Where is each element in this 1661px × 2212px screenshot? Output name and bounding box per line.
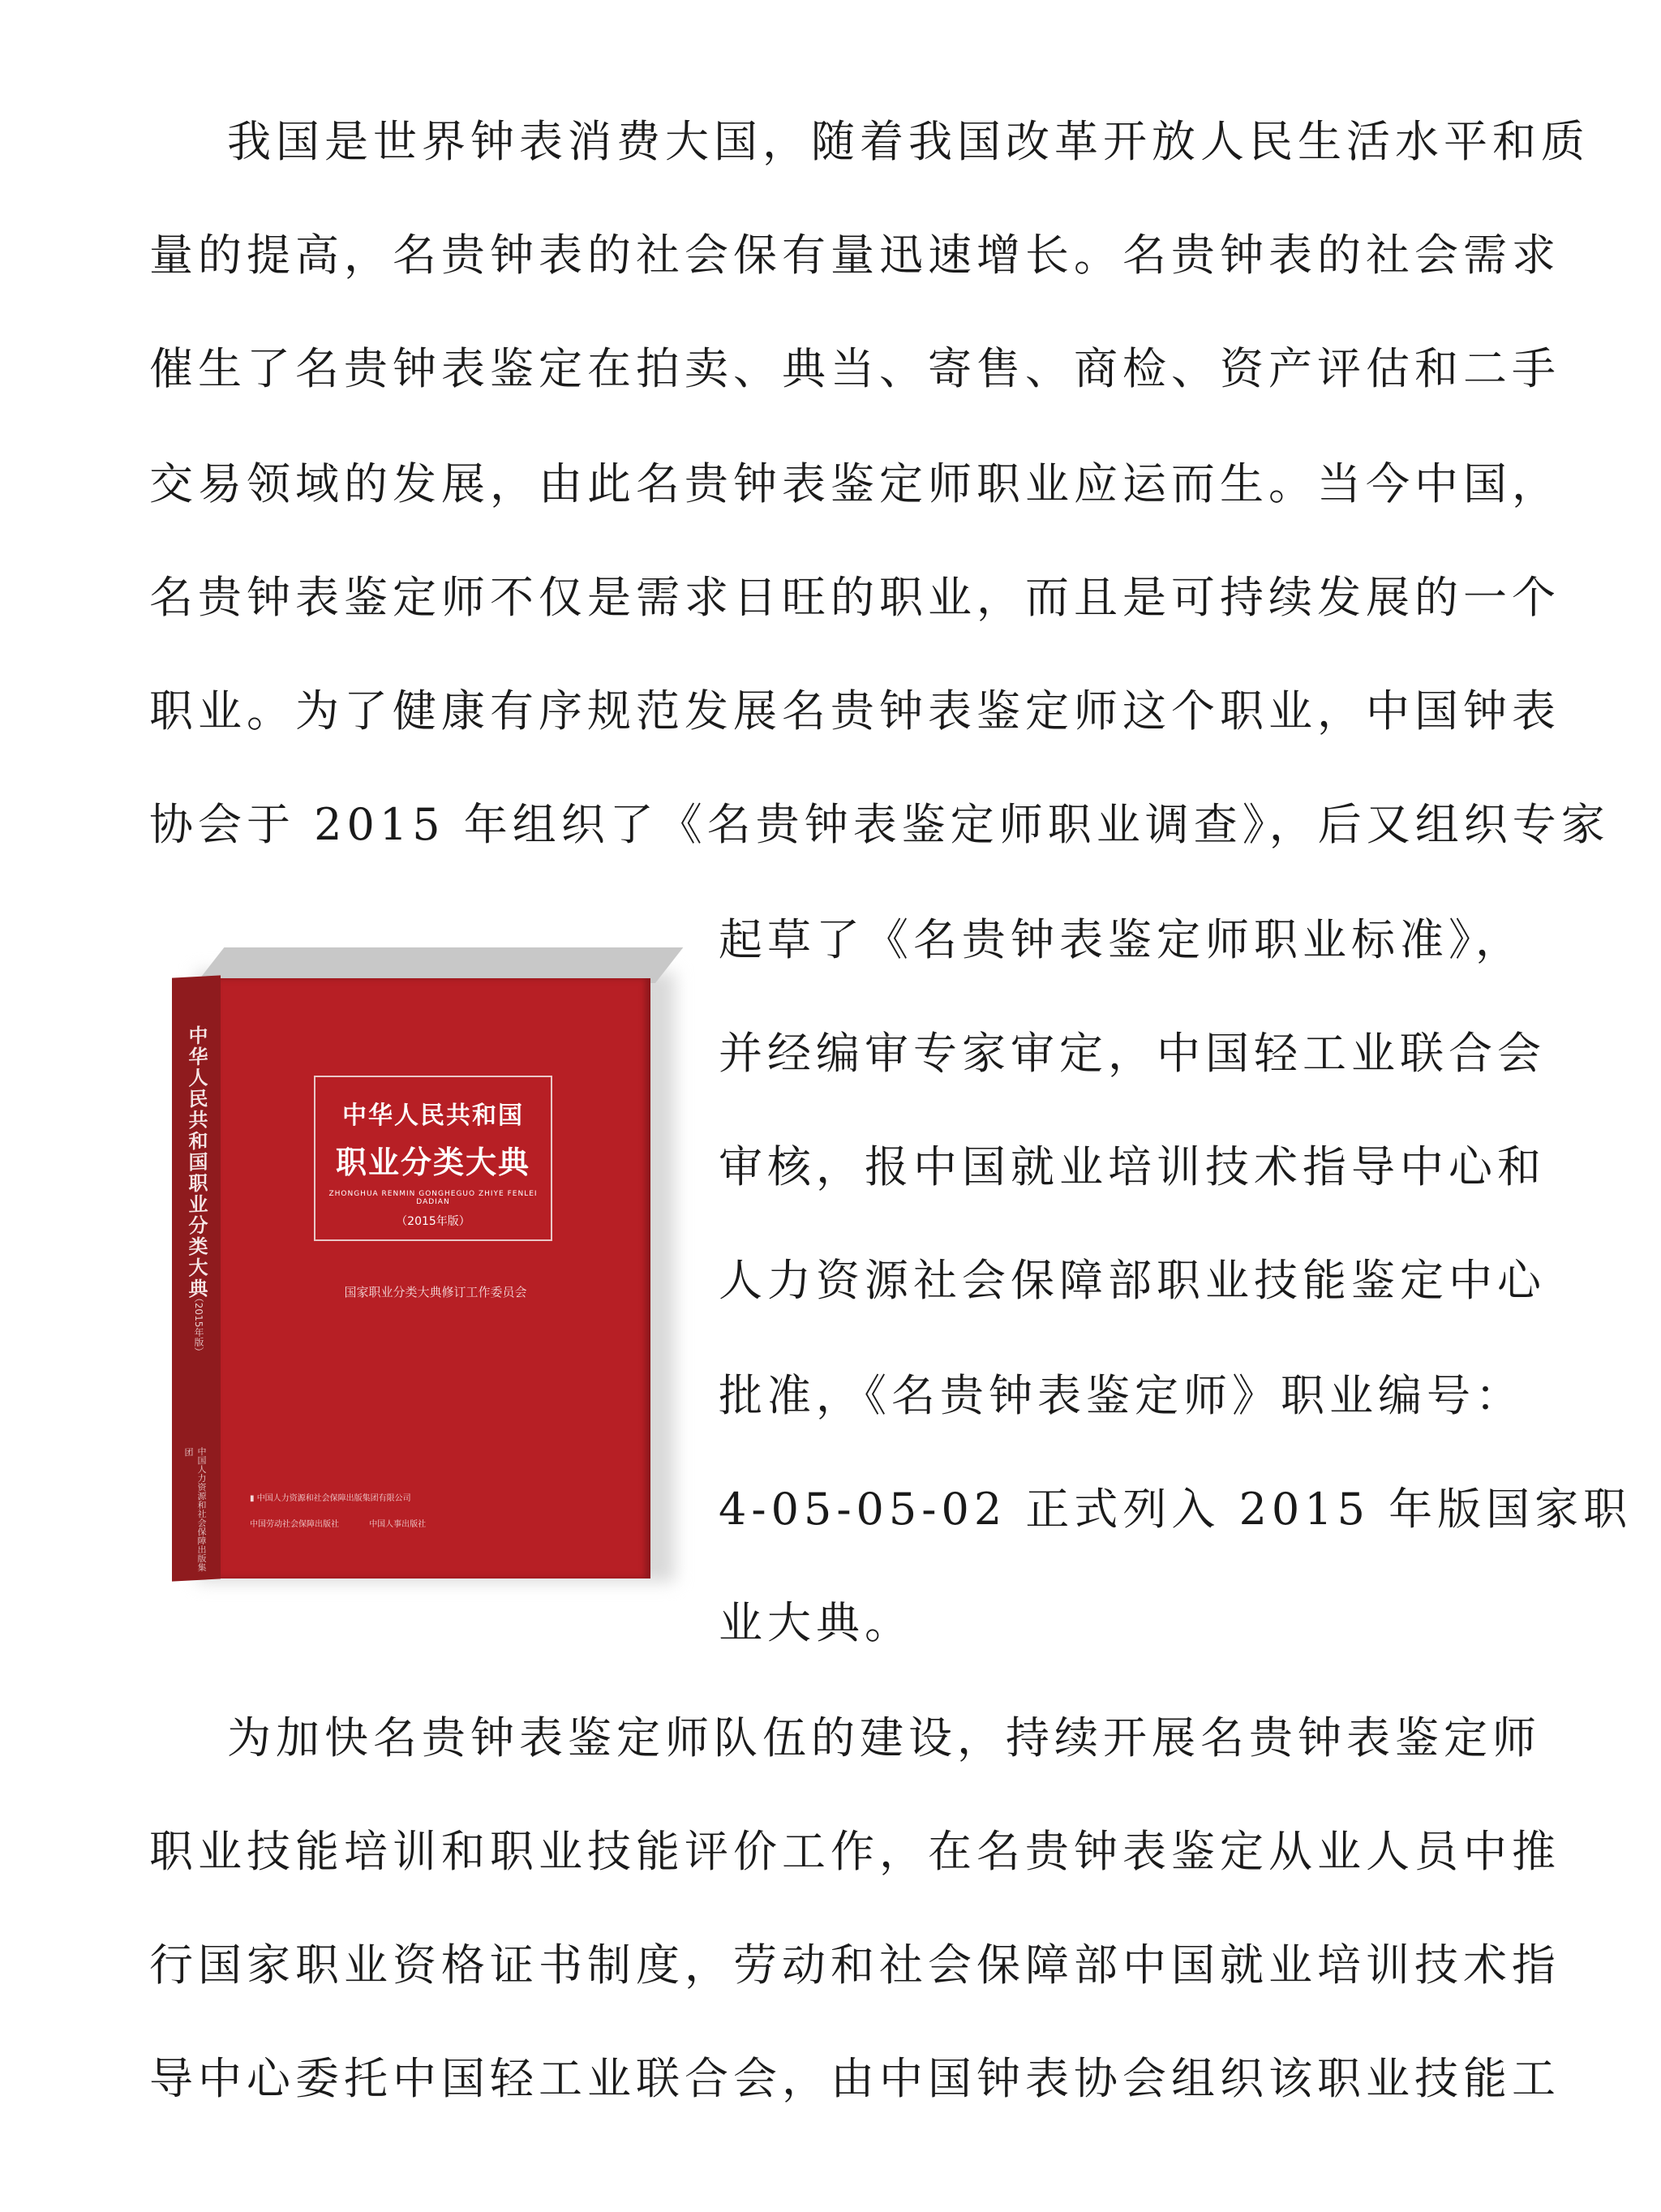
text-line: 并经编审专家审定，中国轻工业联合会 xyxy=(719,1028,1546,1079)
text-line: 交易领域的发展，由此名贵钟表鉴定师职业应运而生。当今中国， xyxy=(149,458,1560,509)
text-line: 量的提高，名贵钟表的社会保有量迅速增长。名贵钟表的社会需求 xyxy=(149,230,1560,281)
text-line: 催生了名贵钟表鉴定在拍卖、典当、寄售、商检、资产评估和二手 xyxy=(149,343,1560,394)
text-line: 行国家职业资格证书制度，劳动和社会保障部中国就业培训技术指 xyxy=(149,1939,1560,1991)
cover-logos xyxy=(250,1517,453,1529)
cover-title-line2: 职业分类大典 xyxy=(335,1145,530,1180)
text-line: 为加快名贵钟表鉴定师队伍的建设，持续开展名贵钟表鉴定师 xyxy=(227,1712,1541,1763)
cover-publisher xyxy=(250,1491,411,1503)
text-line: 名贵钟表鉴定师不仅是需求日旺的职业，而且是可持续发展的一个 xyxy=(149,572,1560,623)
book-spine xyxy=(172,975,221,1581)
text-line: 职业。为了健康有序规范发展名贵钟表鉴定师这个职业，中国钟表 xyxy=(149,685,1560,737)
text-line: 4-05-05-02 正式列入 2015 年版国家职 xyxy=(719,1484,1633,1535)
publisher-logo-icon: ▮ xyxy=(250,1494,257,1503)
logo-labor-press: 中国劳动社会保障出版社 xyxy=(250,1520,339,1529)
spine-title: 中华人民共和国职业分类大典 xyxy=(185,1024,208,1300)
book-front-cover xyxy=(221,978,650,1578)
logo-personnel-press: 中国人事出版社 xyxy=(369,1520,427,1529)
text-line: 起草了《名贵钟表鉴定师职业标准》， xyxy=(719,914,1524,965)
text-line: 审核，报中国就业培训技术指导中心和 xyxy=(719,1141,1546,1192)
cover-committee: 国家职业分类大典修订工作委员会 xyxy=(344,1285,527,1299)
cover-title-box xyxy=(314,1076,552,1241)
cover-pinyin: ZHONGHUA RENMIN GONGHEGUO ZHIYE FENLEI DADIAN xyxy=(328,1190,538,1206)
text-line: 业大典。 xyxy=(719,1597,913,1648)
text-line: 人力资源社会保障部职业技能鉴定中心 xyxy=(719,1255,1546,1306)
text-line: 职业技能培训和职业技能评价工作，在名贵钟表鉴定从业人员中推 xyxy=(149,1826,1560,1877)
text-line: 我国是世界钟表消费大国，随着我国改革开放人民生活水平和质 xyxy=(227,116,1590,167)
text-line: 协会于 2015 年组织了《名贵钟表鉴定师职业调查》，后又组织专家 xyxy=(149,799,1610,850)
publisher-name: 中国人力资源和社会保障出版集团有限公司 xyxy=(256,1494,411,1503)
spine-edition: （2015年版） xyxy=(193,1292,204,1357)
spine-publisher: 中国人力资源和社会保障出版集团 xyxy=(183,1446,207,1572)
cover-edition: （2015年版） xyxy=(396,1215,470,1228)
cover-title-line1: 中华人民共和国 xyxy=(342,1102,524,1130)
text-line: 批准，《名贵钟表鉴定师》职业编号： xyxy=(719,1370,1524,1421)
text-line: 导中心委托中国轻工业联合会，由中国钟表协会组织该职业技能工 xyxy=(149,2053,1560,2104)
book-cover-image xyxy=(172,947,680,1580)
